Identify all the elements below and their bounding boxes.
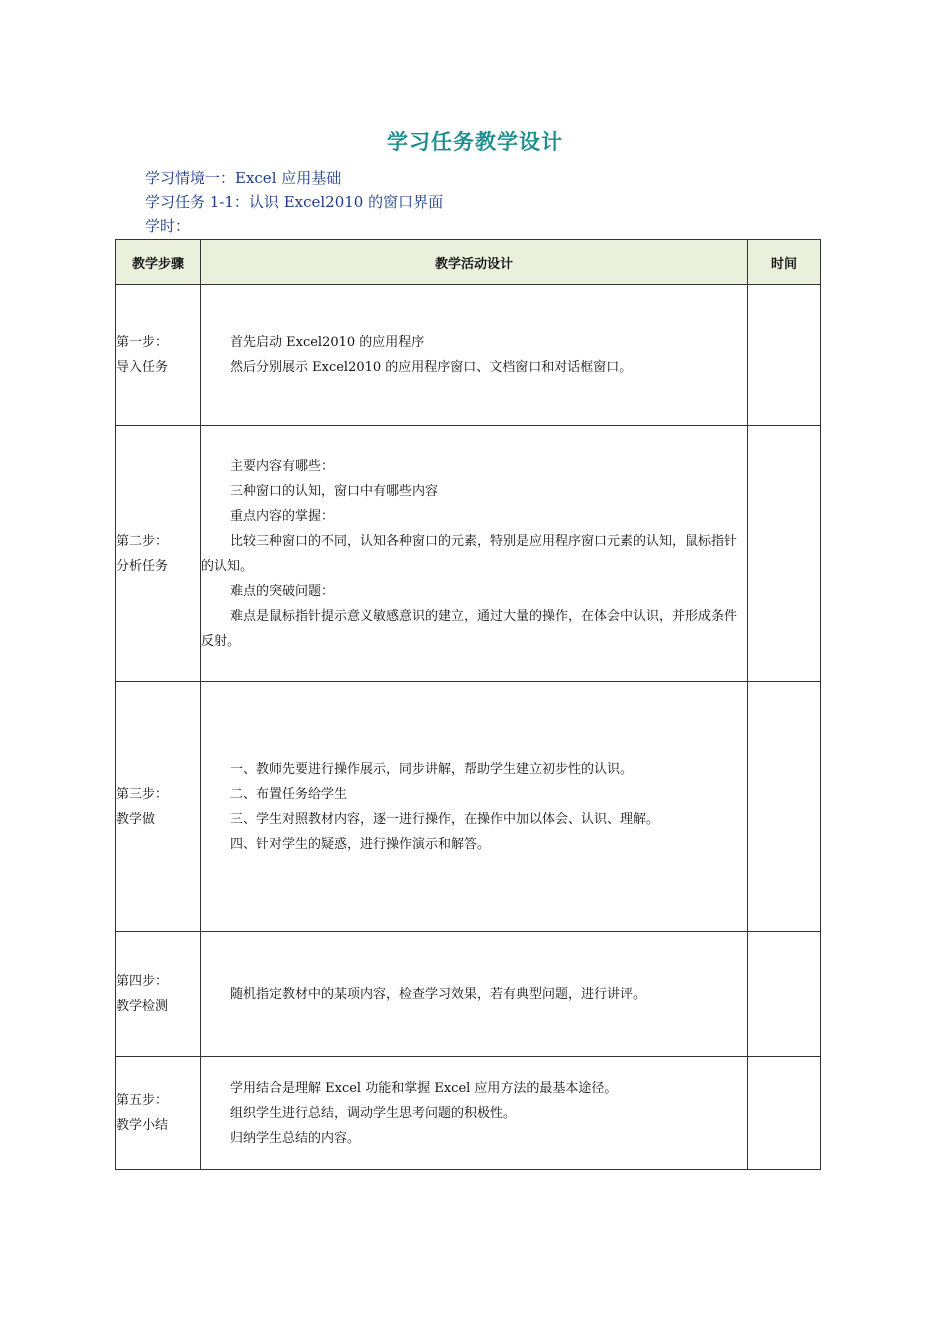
activity-text: 首先启动 Excel2010 的应用程序: [230, 335, 425, 350]
activity-text: 三、学生对照教材内容，逐一进行操作，在操作中加以体会、认识、理解。: [230, 811, 660, 827]
activity-text: 随机指定教材中的某项内容，检查学习效果，若有典型问题，进行讲评。: [230, 986, 647, 1002]
time-cell: [748, 426, 821, 682]
step-number: 第三步：: [116, 786, 169, 802]
activity-cell: [201, 426, 748, 682]
step-cell: [116, 1057, 201, 1170]
activity-text: 三种窗口的认知，窗口中有哪些内容: [230, 483, 439, 499]
activity-text: 四、针对学生的疑惑，进行操作演示和解答。: [230, 836, 491, 852]
activity-text: 主要内容有哪些：: [230, 458, 335, 474]
step-name: 教学做: [116, 811, 156, 827]
teaching-plan-table: [115, 239, 821, 1170]
document-title: 学习任务教学设计: [387, 130, 563, 154]
activity-text: 然后分别展示 Excel2010 的应用程序窗口、文档窗口和对话框窗口。: [230, 360, 633, 375]
time-cell: [748, 285, 821, 426]
time-cell: [748, 682, 821, 932]
activity-text: 重点内容的掌握：: [230, 508, 335, 524]
activity-text: 难点是鼠标指针提示意义敏感意识的建立，通过大量的操作，在体会中认识，并形成条件反射。: [201, 608, 738, 649]
step-name: 分析任务: [116, 558, 169, 574]
activity-text: 一、教师先要进行操作展示，同步讲解，帮助学生建立初步性的认识。: [230, 761, 634, 777]
activity-text: 二、布置任务给学生: [230, 786, 348, 802]
column-header-step: 教学步骤: [116, 240, 201, 285]
activity-cell: [201, 1057, 748, 1170]
time-cell: [748, 932, 821, 1057]
column-header-activity: 教学活动设计: [201, 240, 748, 285]
step-number: 第四步：: [116, 974, 169, 989]
activity-cell: [201, 682, 748, 932]
learning-task: 学习任务 1-1：认识 Excel2010 的窗口界面: [145, 193, 444, 211]
step-number: 第一步：: [116, 335, 169, 350]
table-row: [116, 1057, 821, 1170]
table-header-row: [116, 240, 821, 285]
step-number: 第五步：: [116, 1093, 169, 1108]
step-cell: [116, 285, 201, 426]
activity-text: 学用结合是理解 Excel 功能和掌握 Excel 应用方法的最基本途径。: [230, 1080, 618, 1096]
time-cell: [748, 1057, 821, 1170]
activity-text: 难点的突破问题：: [230, 583, 335, 599]
step-number: 第二步：: [116, 533, 169, 549]
activity-cell: [201, 932, 748, 1057]
step-cell: [116, 682, 201, 932]
step-name: 导入任务: [116, 360, 169, 375]
activity-text: 比较三种窗口的不同，认知各种窗口的元素，特别是应用程序窗口元素的认知，鼠标指针的认知。: [201, 533, 738, 574]
table-row: [116, 426, 821, 682]
activity-text: 组织学生进行总结，调动学生思考问题的积极性。: [230, 1105, 517, 1121]
activity-cell: [201, 285, 748, 426]
step-cell: [116, 426, 201, 682]
table-row: [116, 285, 821, 426]
class-hours: 学时：: [145, 217, 191, 235]
learning-context: 学习情境一：Excel 应用基础: [145, 169, 342, 187]
column-header-time: 时间: [748, 240, 821, 285]
table-row: [116, 932, 821, 1057]
step-name: 教学小结: [116, 1118, 169, 1133]
step-cell: [116, 932, 201, 1057]
table-row: [116, 682, 821, 932]
step-name: 教学检测: [116, 999, 169, 1014]
activity-text: 归纳学生总结的内容。: [230, 1130, 361, 1146]
